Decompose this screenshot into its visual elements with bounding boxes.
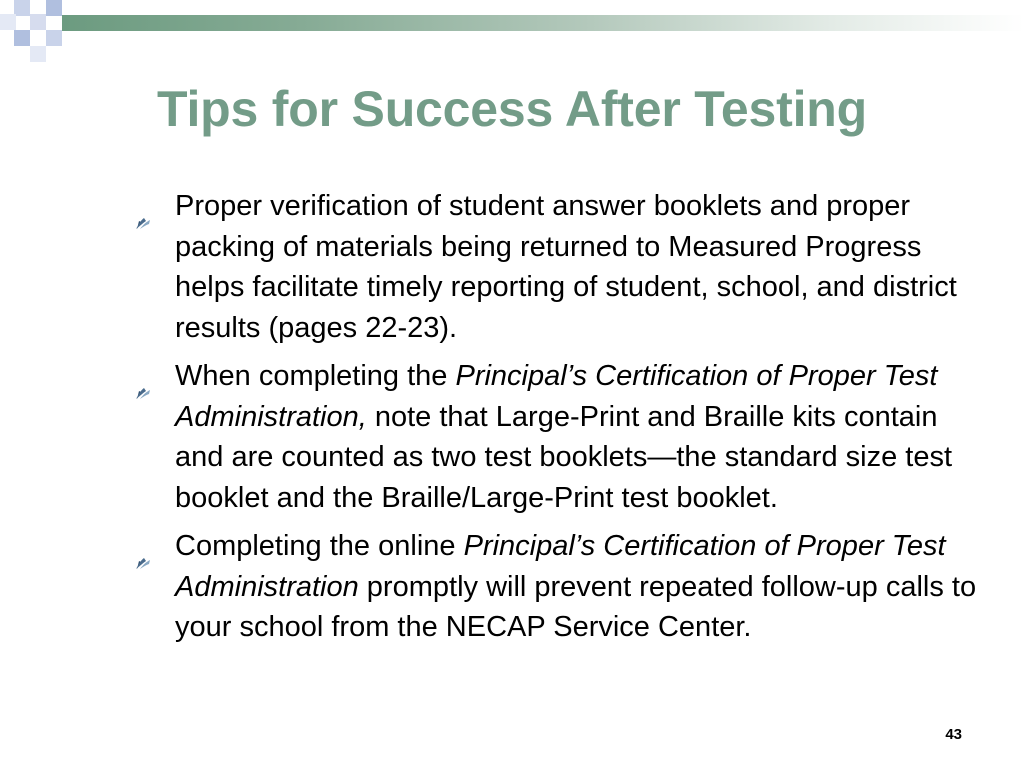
bullet-text-segment: note that Large-Print and Braille kits contain and are counted as two test booklets—the standard size test booklet and the Braille/Large-Print test booklet. [175,400,953,514]
bullet-text-segment: When completing the [175,360,456,392]
leaf-bullet-icon [135,371,151,385]
leaf-bullet-icon [135,201,151,215]
page-number: 43 [945,726,962,743]
bullet-text [175,190,957,344]
document-title-italic: Principal’s Certification of Proper Test Administration, [175,360,938,433]
slide-title: Tips for Success After Testing [157,81,867,137]
bullet-text [175,360,952,514]
leaf-bullet-icon [135,541,151,555]
bullet-list [130,186,980,656]
bullet-text-segment: Proper verification of student answer booklets and proper packing of materials being returned to Measured Progress helps facilitate timely reporting of student, school, and district results (pages 22-23). [175,190,957,344]
document-title-italic: Principal’s Certification of Proper Test Administration [175,530,946,603]
bullet-item [130,356,980,518]
header-gradient-bar [62,15,1024,31]
bullet-item [130,186,980,348]
bullet-text-segment: promptly will prevent repeated follow-up calls to your school from the NECAP Service Center. [175,570,977,643]
bullet-text-segment: Completing the online [175,530,464,562]
bullet-text [175,530,976,643]
bullet-item [130,526,980,648]
